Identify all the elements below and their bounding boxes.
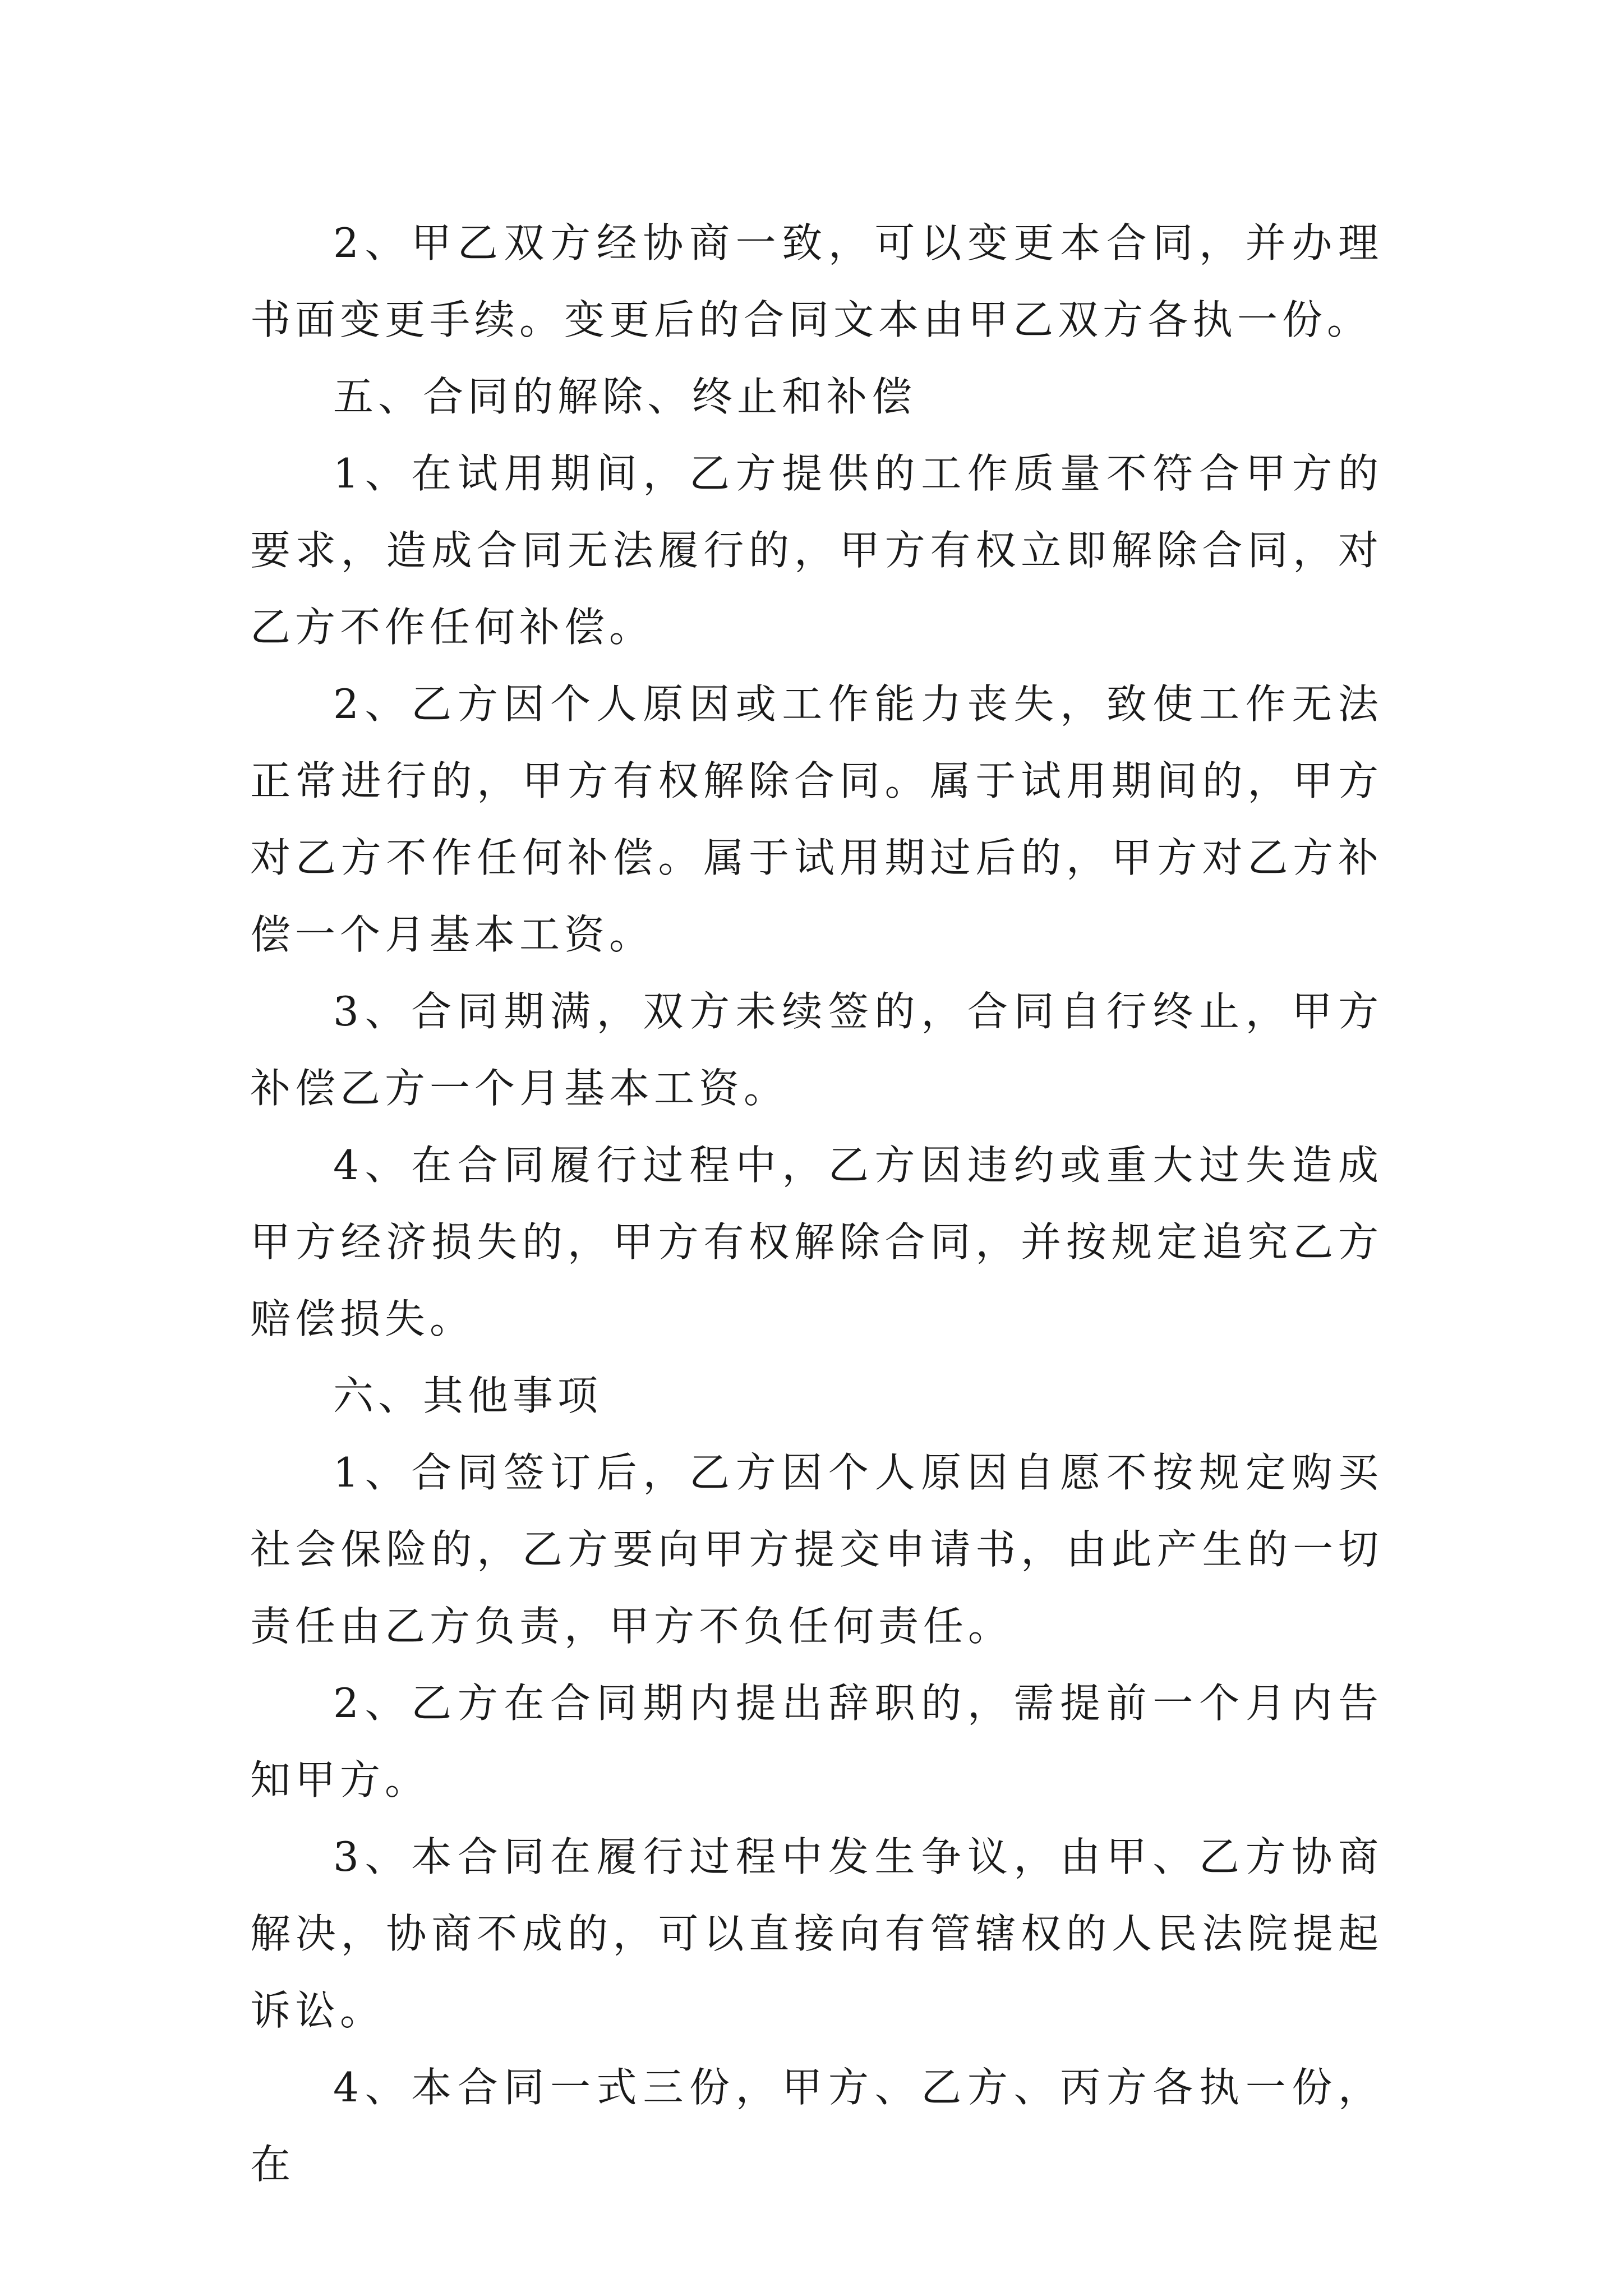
paragraph-clause-5-1: 1、在试用期间，乙方提供的工作质量不符合甲方的要求，造成合同无法履行的，甲方有权立即解除合同，对乙方不作任何补偿。 <box>250 450 1383 651</box>
paragraph-clause-5-2: 2、乙方因个人原因或工作能力丧失，致使工作无法正常进行的，甲方有权解除合同。属于试用期间的，甲方对乙方不作任何补偿。属于试用期过后的，甲方对乙方补偿一个月基本工资。 <box>250 680 1383 958</box>
section-heading-6: 六、其他事项 <box>333 1372 603 1419</box>
paragraph-clause-6-1: 1、合同签订后，乙方因个人原因自愿不按规定购买社会保险的，乙方要向甲方提交申请书，由此产生的一切责任由乙方负责，甲方不负任何责任。 <box>250 1449 1383 1650</box>
paragraph-clause-5-3: 3、合同期满，双方未续签的，合同自行终止，甲方补偿乙方一个月基本工资。 <box>250 988 1383 1112</box>
document-body <box>250 205 1383 2203</box>
paragraph-clause-4-2: 2、甲乙双方经协商一致，可以变更本合同，并办理书面变更手续。变更后的合同文本由甲乙双方各执一份。 <box>250 219 1383 343</box>
paragraph-clause-5-4: 4、在合同履行过程中，乙方因违约或重大过失造成甲方经济损失的，甲方有权解除合同，并按规定追究乙方赔偿损失。 <box>250 1142 1383 1342</box>
paragraph-clause-6-4: 4、本合同一式三份，甲方、乙方、丙方各执一份，在 <box>250 2064 1383 2188</box>
section-heading-5: 五、合同的解除、终止和补偿 <box>333 373 917 420</box>
paragraph-clause-6-2: 2、乙方在合同期内提出辞职的，需提前一个月内告知甲方。 <box>250 1680 1383 1803</box>
paragraph-clause-6-3: 3、本合同在履行过程中发生争议，由甲、乙方协商解决，协商不成的，可以直接向有管辖权的人民法院提起诉讼。 <box>250 1833 1383 2034</box>
